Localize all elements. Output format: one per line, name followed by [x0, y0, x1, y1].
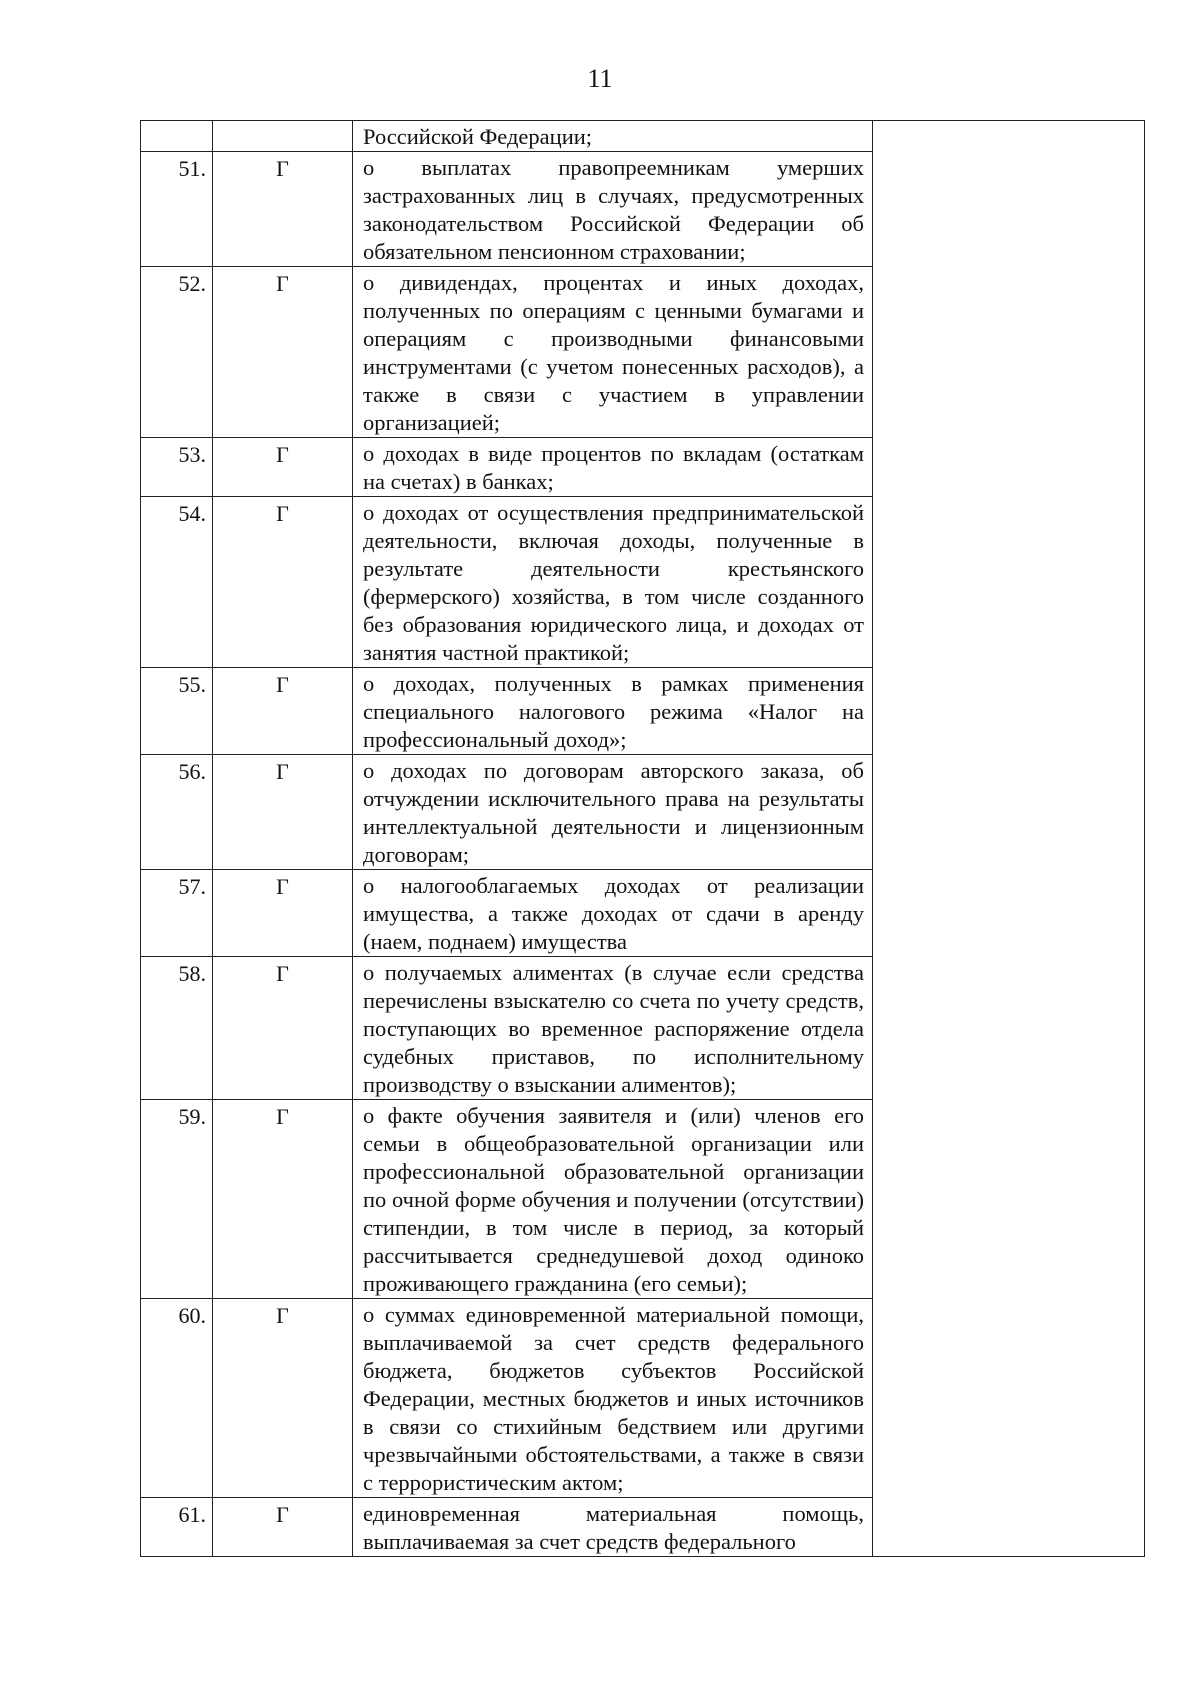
row-description: единовременная материальная помощь, выплачиваемая за счет средств федерального: [353, 1498, 873, 1557]
page-number: 11: [587, 64, 613, 93]
row-description: о налогооблагаемых доходах от реализации имущества, а также доходах от сдачи в аренду (наем, поднаем) имущества: [353, 870, 873, 957]
row-number: [141, 121, 213, 152]
row-number: 58.: [141, 957, 213, 1100]
row-number: 51.: [141, 152, 213, 267]
document-table: [140, 120, 1145, 1557]
row-description: о доходах в виде процентов по вкладам (остаткам на счетах) в банках;: [353, 438, 873, 497]
row-code: Г: [213, 1299, 353, 1498]
row-description: о суммах единовременной материальной помощи, выплачиваемой за счет средств федерального бюджета, бюджетов субъектов Российской Федерации, местных бюджетов и иных источников в связи со стихийным бедствием или другими чрезвычайными обстоятельствами, а также в связи с террористическим актом;: [353, 1299, 873, 1498]
table-row: [141, 121, 1145, 152]
table-body: [141, 121, 1145, 1557]
blank-column: [873, 121, 1145, 1557]
row-description: Российской Федерации;: [353, 121, 873, 152]
row-code: Г: [213, 1498, 353, 1557]
row-number: 53.: [141, 438, 213, 497]
row-number: 56.: [141, 755, 213, 870]
row-description: о доходах от осуществления предпринимательской деятельности, включая доходы, полученные в результате деятельности крестьянского (фермерского) хозяйства, в том числе созданного без образования юридического лица, и доходах от занятия частной практикой;: [353, 497, 873, 668]
row-description: о получаемых алиментах (в случае если средства перечислены взыскателю со счета по учету средств, поступающих во временное распоряжение отдела судебных приставов, по исполнительному производству о взыскании алиментов);: [353, 957, 873, 1100]
row-code: Г: [213, 870, 353, 957]
row-code: Г: [213, 497, 353, 668]
row-number: 57.: [141, 870, 213, 957]
row-description: о выплатах правопреемникам умерших застрахованных лиц в случаях, предусмотренных законодательством Российской Федерации об обязательном пенсионном страховании;: [353, 152, 873, 267]
row-code: Г: [213, 668, 353, 755]
row-number: 61.: [141, 1498, 213, 1557]
row-description: о доходах, полученных в рамках применения специального налогового режима «Налог на профессиональный доход»;: [353, 668, 873, 755]
row-code: Г: [213, 755, 353, 870]
row-code: Г: [213, 267, 353, 438]
row-description: о факте обучения заявителя и (или) членов его семьи в общеобразовательной организации или профессиональной образовательной организации по очной форме обучения и получении (отсутствии) стипендии, в том числе в период, за который рассчитывается среднедушевой доход одиноко проживающего гражданина (его семьи);: [353, 1100, 873, 1299]
row-code: Г: [213, 438, 353, 497]
row-code: Г: [213, 152, 353, 267]
row-number: 59.: [141, 1100, 213, 1299]
row-description: о доходах по договорам авторского заказа, об отчуждении исключительного права на результаты интеллектуальной деятельности и лицензионным договорам;: [353, 755, 873, 870]
row-description: о дивидендах, процентах и иных доходах, полученных по операциям с ценными бумагами и операциям с производными финансовыми инструментами (с учетом понесенных расходов), а также в связи с участием в управлении организацией;: [353, 267, 873, 438]
row-number: 60.: [141, 1299, 213, 1498]
row-number: 52.: [141, 267, 213, 438]
row-code: [213, 121, 353, 152]
row-code: Г: [213, 1100, 353, 1299]
row-code: Г: [213, 957, 353, 1100]
row-number: 55.: [141, 668, 213, 755]
row-number: 54.: [141, 497, 213, 668]
